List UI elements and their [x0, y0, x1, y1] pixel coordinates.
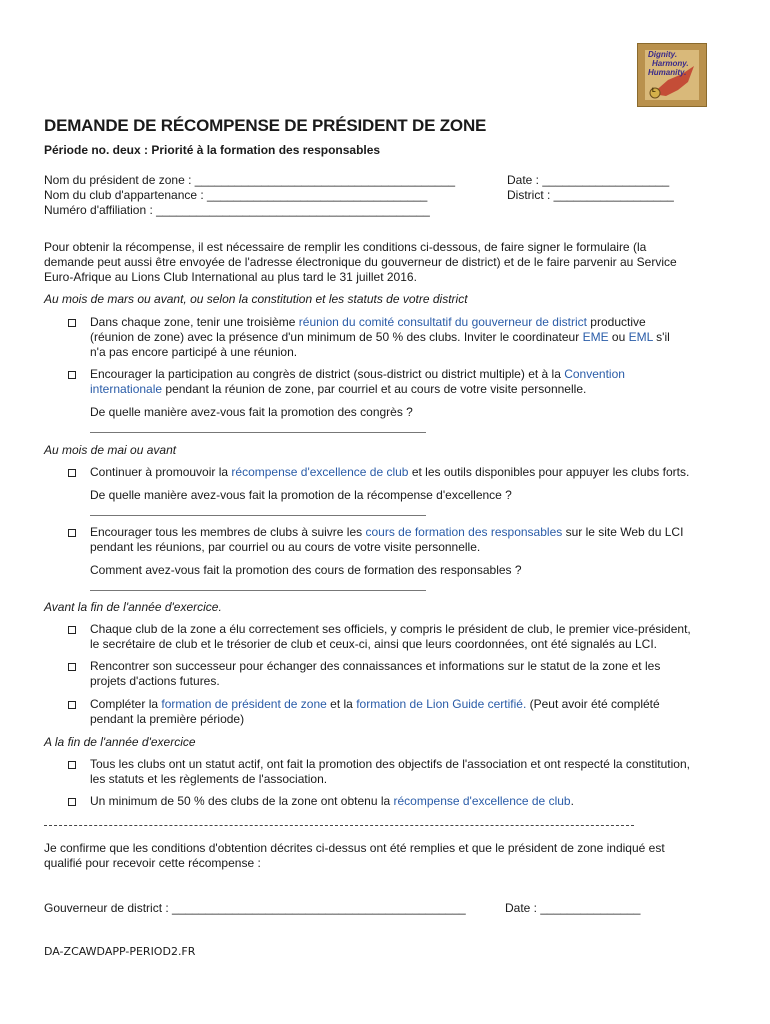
- confirm-line-2: qualifié pour recevoir cette récompense :: [44, 856, 261, 870]
- logo-line-3: Humanity.: [648, 68, 687, 77]
- item-7-line-1: [90, 697, 660, 712]
- question-3: Comment avez-vous fait la promotion des cours de formation des responsables ?: [90, 563, 522, 577]
- intro-line-3: Euro-Afrique au Lions Club International au plus tard le 31 juillet 2016.: [44, 270, 417, 284]
- affiliation-field[interactable]: Numéro d'affiliation : _________________________________________: [44, 203, 430, 217]
- checkbox-1[interactable]: [68, 319, 76, 327]
- item-5-line-1: Chaque club de la zone a élu correctement ses officiels, y compris le président de club, le premier vice-président,: [90, 622, 691, 636]
- question-1: De quelle manière avez-vous fait la promotion des congrès ?: [90, 405, 413, 419]
- logo-line-1: Dignity.: [648, 50, 678, 59]
- item-4-line-2: pendant les réunions, par courriel ou au cours de votre visite personnelle.: [90, 540, 481, 554]
- date-field[interactable]: Date : ___________________: [507, 173, 670, 187]
- section-heading-2: Au mois de mai ou avant: [44, 443, 177, 457]
- confirm-line-1: Je confirme que les conditions d'obtention décrites ci-dessus ont été remplies et que le président de zone indiqué est: [44, 841, 665, 855]
- link-formation-lion-guide[interactable]: formation de Lion Guide certifié.: [356, 697, 527, 711]
- intro-line-1: Pour obtenir la récompense, il est nécessaire de remplir les conditions ci-dessous, de faire signer le formulaire (la: [44, 240, 647, 254]
- link-cours-formation[interactable]: cours de formation des responsables: [365, 525, 563, 539]
- checkbox-9[interactable]: [68, 798, 76, 806]
- item-5-line-2: le secrétaire de club et le trésorier de club et ceux-ci, ainsi que leurs coordonnées, ont été signalés au LCI.: [90, 637, 657, 651]
- club-field[interactable]: Nom du club d'appartenance : _________________________________: [44, 188, 428, 202]
- item-9-line-1: [90, 794, 574, 809]
- item-text: et la: [326, 697, 357, 711]
- link-convention[interactable]: Convention: [564, 367, 625, 381]
- logo-line-2: Harmony.: [652, 59, 689, 68]
- link-recompense-excellence-2[interactable]: récompense d'excellence de club: [393, 794, 571, 808]
- governor-signature-field[interactable]: Gouverneur de district : ____________________________________________: [44, 901, 466, 915]
- answer-line-3[interactable]: [90, 590, 426, 591]
- checkbox-8[interactable]: [68, 761, 76, 769]
- link-comite-consultatif[interactable]: réunion du comité consultatif du gouverneur de district: [298, 315, 587, 329]
- link-eme[interactable]: EME: [582, 330, 609, 344]
- item-6-line-1: Rencontrer son successeur pour échanger des connaissances et informations sur le statut de la zone et les: [90, 659, 661, 673]
- checkbox-6[interactable]: [68, 663, 76, 671]
- checkbox-3[interactable]: [68, 469, 76, 477]
- item-text: Encourager la participation au congrès de district (sous-district ou district multiple) et à la: [90, 367, 565, 381]
- item-1-line-2: [90, 330, 670, 345]
- item-1-line-1: [90, 315, 646, 330]
- item-3-line-1: [90, 465, 689, 480]
- item-4-line-1: [90, 525, 683, 540]
- item-6-line-2: projets d'actions futures.: [90, 674, 220, 688]
- question-2: De quelle manière avez-vous fait la promotion de la récompense d'excellence ?: [90, 488, 512, 502]
- item-text: et les outils disponibles pour appuyer les clubs forts.: [408, 465, 690, 479]
- link-internationale[interactable]: internationale: [90, 382, 163, 396]
- item-text: (Peut avoir été complété: [526, 697, 660, 711]
- checkbox-2[interactable]: [68, 371, 76, 379]
- item-text: Continuer à promouvoir la: [90, 465, 232, 479]
- item-text: .: [570, 794, 574, 808]
- item-2-line-2: [90, 382, 586, 397]
- logo-text: [648, 50, 689, 77]
- document-code: DA-ZCAWDAPP-PERIOD2.FR: [44, 945, 196, 958]
- item-1-line-3: n'a pas encore participé à une réunion.: [90, 345, 298, 359]
- section-heading-3: Avant la fin de l'année d'exercice.: [44, 600, 222, 614]
- item-8-line-2: les statuts et les règlements de l'association.: [90, 772, 328, 786]
- intro-line-2: demande peut aussi être envoyée de l'adresse électronique du gouverneur de district) et de le faire parvenir au Service: [44, 255, 677, 269]
- checkbox-5[interactable]: [68, 626, 76, 634]
- item-text: Encourager tous les membres de clubs à suivre les: [90, 525, 366, 539]
- item-text: productive: [586, 315, 646, 329]
- link-formation-president-zone[interactable]: formation de président de zone: [161, 697, 327, 711]
- item-text: Un minimum de 50 % des clubs de la zone ont obtenu la: [90, 794, 394, 808]
- item-2-line-1: [90, 367, 625, 382]
- checkbox-4[interactable]: [68, 529, 76, 537]
- item-text: ou: [608, 330, 629, 344]
- item-text: pendant la réunion de zone, par courriel et au cours de votre visite personnelle.: [162, 382, 587, 396]
- link-recompense-excellence[interactable]: récompense d'excellence de club: [231, 465, 409, 479]
- item-text: Dans chaque zone, tenir une troisième: [90, 315, 299, 329]
- page-subtitle: Période no. deux : Priorité à la formation des responsables: [44, 143, 381, 157]
- link-eml[interactable]: EML: [628, 330, 653, 344]
- section-heading-4: A la fin de l'année d'exercice: [44, 735, 196, 749]
- district-field[interactable]: District : __________________: [507, 188, 674, 202]
- item-text: Compléter la: [90, 697, 162, 711]
- item-text: s'il: [652, 330, 670, 344]
- president-zone-field[interactable]: Nom du président de zone : _______________________________________: [44, 173, 456, 187]
- item-text: sur le site Web du LCI: [562, 525, 684, 539]
- section-heading-1: Au mois de mars ou avant, ou selon la constitution et les statuts de votre district: [44, 292, 468, 306]
- checkbox-7[interactable]: [68, 701, 76, 709]
- signature-date-field[interactable]: Date : _______________: [505, 901, 641, 915]
- item-text: (réunion de zone) avec la présence d'un minimum de 50 % des clubs. Inviter le coordinateur: [90, 330, 583, 344]
- dashed-separator: [44, 825, 634, 826]
- page-title: DEMANDE DE RÉCOMPENSE DE PRÉSIDENT DE ZONE: [44, 116, 487, 135]
- item-7-line-2: pendant la première période): [90, 712, 245, 726]
- answer-line-1[interactable]: [90, 432, 426, 433]
- answer-line-2[interactable]: [90, 515, 426, 516]
- logo-badge: L: [652, 88, 656, 94]
- lions-logo: [637, 43, 707, 107]
- item-8-line-1: Tous les clubs ont un statut actif, ont fait la promotion des objectifs de l'association et ont respecté la constitution,: [90, 757, 690, 771]
